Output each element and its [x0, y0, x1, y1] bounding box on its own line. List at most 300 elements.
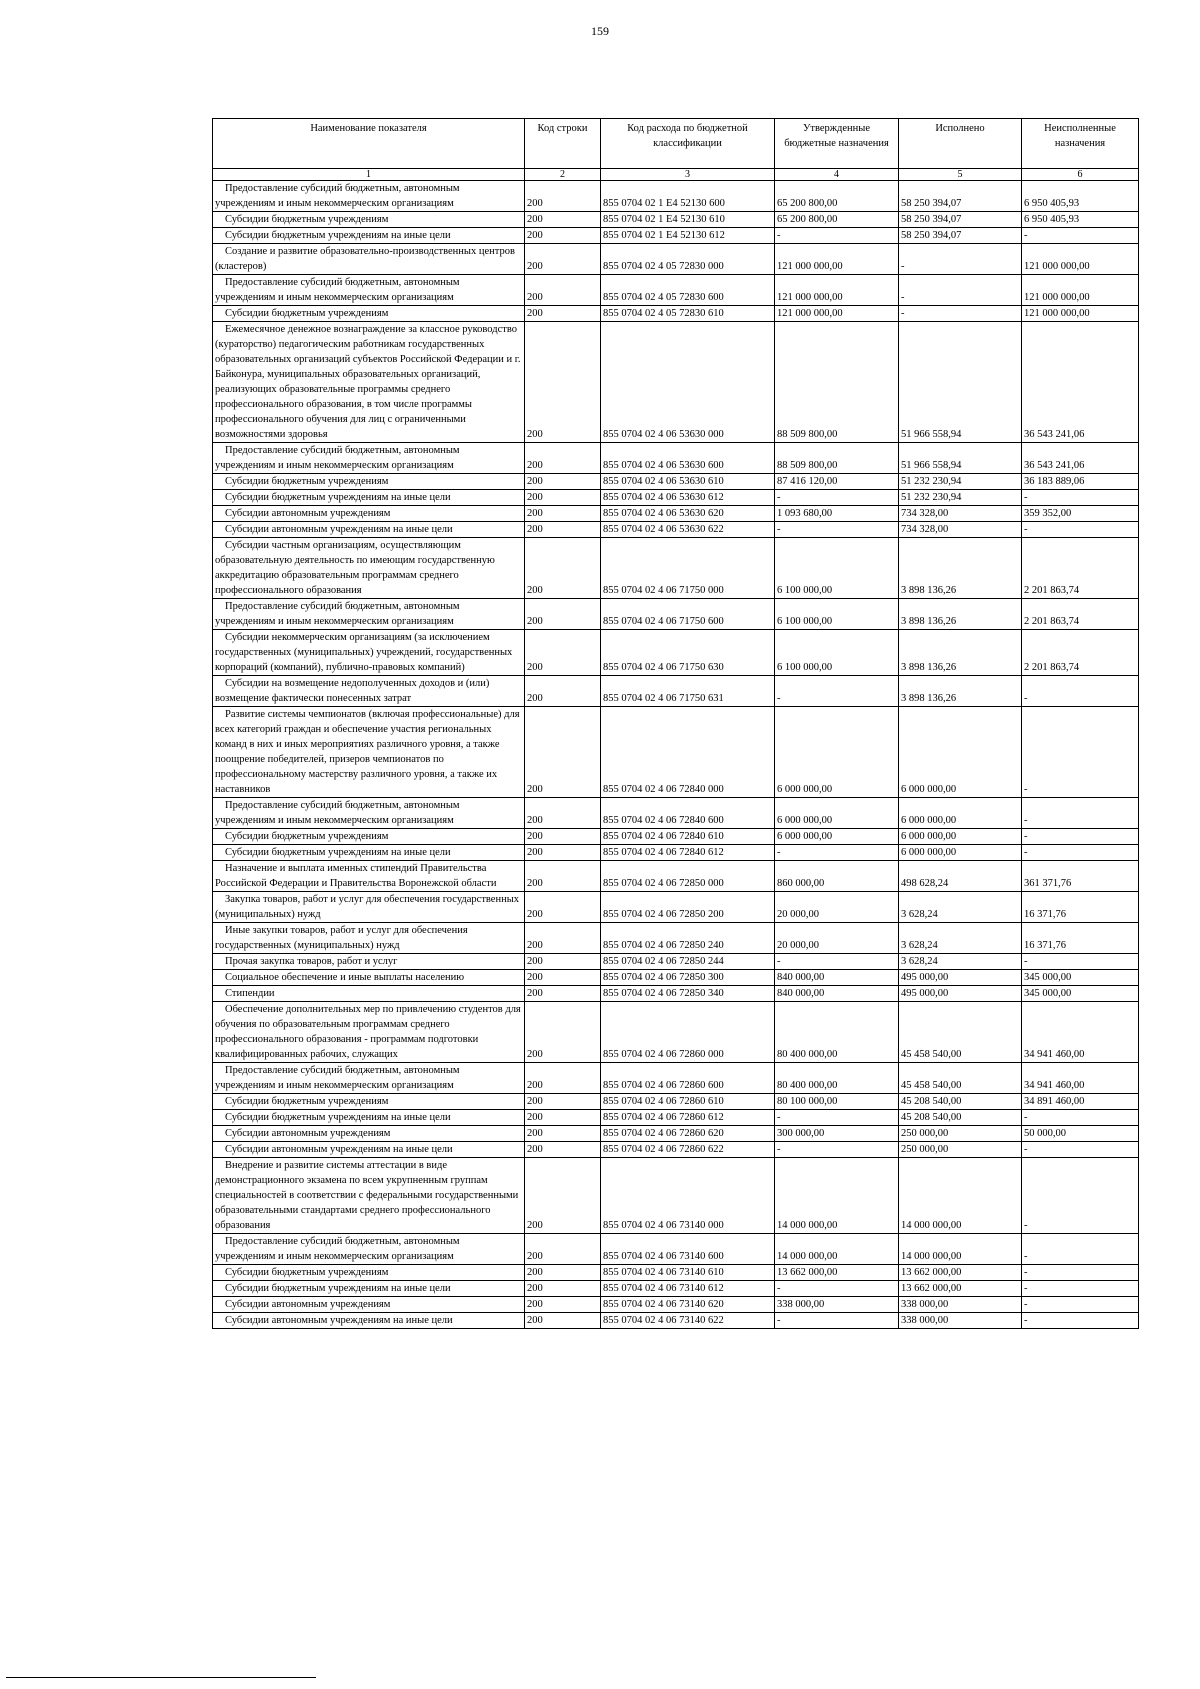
executed-amount-cell: 6 000 000,00: [899, 829, 1022, 845]
indicator-name-cell: [213, 798, 525, 829]
line-code-cell: 200: [525, 707, 601, 798]
indicator-name-text: Социальное обеспечение и иные выплаты населению: [225, 972, 465, 983]
indicator-name-text: Создание и развитие образовательно-производственных центров (кластеров): [215, 246, 515, 272]
approved-amount-cell: -: [775, 954, 899, 970]
budget-code-cell: 855 0704 02 4 06 72860 612: [601, 1110, 775, 1126]
indicator-name-cell: [213, 1265, 525, 1281]
indicator-name-cell: [213, 1158, 525, 1234]
executed-amount-cell: -: [899, 244, 1022, 275]
unexecuted-amount-cell: 34 941 460,00: [1022, 1063, 1139, 1094]
indicator-name-cell: [213, 538, 525, 599]
indicator-name-cell: [213, 954, 525, 970]
indicator-name-cell: [213, 1063, 525, 1094]
executed-amount-cell: 250 000,00: [899, 1126, 1022, 1142]
unexecuted-amount-cell: -: [1022, 845, 1139, 861]
column-number: 4: [775, 169, 899, 181]
line-code-cell: 200: [525, 1297, 601, 1313]
indicator-name-cell: [213, 892, 525, 923]
line-code-cell: 200: [525, 954, 601, 970]
line-code-cell: 200: [525, 228, 601, 244]
table-row: [213, 322, 1139, 443]
line-code-cell: 200: [525, 181, 601, 212]
unexecuted-amount-cell: -: [1022, 1234, 1139, 1265]
indicator-name-cell: [213, 1110, 525, 1126]
indicator-name-text: Субсидии бюджетным учреждениям на иные цели: [225, 230, 451, 241]
approved-amount-cell: -: [775, 676, 899, 707]
unexecuted-amount-cell: -: [1022, 1142, 1139, 1158]
approved-amount-cell: 87 416 120,00: [775, 474, 899, 490]
unexecuted-amount-cell: 36 543 241,06: [1022, 443, 1139, 474]
indicator-name-cell: [213, 244, 525, 275]
approved-amount-cell: 6 000 000,00: [775, 707, 899, 798]
approved-amount-cell: 121 000 000,00: [775, 275, 899, 306]
table-row: [213, 1313, 1139, 1329]
indicator-name-text: Субсидии частным организациям, осуществляющим образовательную деятельность по имеющим государственную аккредитацию образовательным программам среднего профессионального образования: [215, 540, 495, 596]
executed-amount-cell: 58 250 394,07: [899, 228, 1022, 244]
unexecuted-amount-cell: 359 352,00: [1022, 506, 1139, 522]
budget-code-cell: 855 0704 02 4 06 72840 000: [601, 707, 775, 798]
budget-code-cell: 855 0704 02 4 06 72860 620: [601, 1126, 775, 1142]
indicator-name-text: Субсидии автономным учреждениям: [225, 1128, 391, 1139]
table-row: [213, 861, 1139, 892]
executed-amount-cell: 495 000,00: [899, 970, 1022, 986]
indicator-name-text: Субсидии автономным учреждениям: [225, 1299, 391, 1310]
approved-amount-cell: -: [775, 490, 899, 506]
indicator-name-text: Внедрение и развитие системы аттестации в виде демонстрационного экзамена по всем укрупненным группам специальностей в соответствии с федеральными государственными образовательными стандартами среднего профессионального образования: [215, 1160, 519, 1231]
unexecuted-amount-cell: -: [1022, 676, 1139, 707]
table-row: [213, 1063, 1139, 1094]
approved-amount-cell: 840 000,00: [775, 986, 899, 1002]
table-row: [213, 798, 1139, 829]
indicator-name-text: Субсидии некоммерческим организациям (за исключением государственных (муниципальных) учреждений, государственных корпораций (компаний), публично-правовых компаний): [215, 632, 513, 673]
indicator-name-text: Иные закупки товаров, работ и услуг для обеспечения государственных (муниципальных) нужд: [215, 925, 468, 951]
indicator-name-cell: [213, 970, 525, 986]
executed-amount-cell: 734 328,00: [899, 522, 1022, 538]
line-code-cell: 200: [525, 1142, 601, 1158]
approved-amount-cell: 80 100 000,00: [775, 1094, 899, 1110]
budget-code-cell: 855 0704 02 4 06 72840 610: [601, 829, 775, 845]
column-number: 2: [525, 169, 601, 181]
table-row: [213, 306, 1139, 322]
header-indicator-name: Наименование показателя: [213, 119, 525, 169]
indicator-name-text: Субсидии бюджетным учреждениям на иные цели: [225, 1112, 451, 1123]
line-code-cell: 200: [525, 829, 601, 845]
budget-code-cell: 855 0704 02 4 05 72830 610: [601, 306, 775, 322]
indicator-name-text: Предоставление субсидий бюджетным, автономным учреждениям и иным некоммерческим организациям: [215, 445, 460, 471]
header-line-code: Код строки: [525, 119, 601, 169]
executed-amount-cell: 250 000,00: [899, 1142, 1022, 1158]
line-code-cell: 200: [525, 1002, 601, 1063]
line-code-cell: 200: [525, 599, 601, 630]
table-row: [213, 1002, 1139, 1063]
executed-amount-cell: -: [899, 275, 1022, 306]
budget-code-cell: 855 0704 02 4 06 72850 340: [601, 986, 775, 1002]
line-code-cell: 200: [525, 538, 601, 599]
table-row: [213, 970, 1139, 986]
indicator-name-text: Субсидии бюджетным учреждениям: [225, 1267, 389, 1278]
indicator-name-text: Стипендии: [225, 988, 275, 999]
line-code-cell: 200: [525, 986, 601, 1002]
approved-amount-cell: 65 200 800,00: [775, 181, 899, 212]
approved-amount-cell: 1 093 680,00: [775, 506, 899, 522]
table-row: [213, 986, 1139, 1002]
table-row: [213, 522, 1139, 538]
executed-amount-cell: 3 628,24: [899, 954, 1022, 970]
unexecuted-amount-cell: -: [1022, 1297, 1139, 1313]
indicator-name-cell: [213, 522, 525, 538]
line-code-cell: 200: [525, 1110, 601, 1126]
approved-amount-cell: 20 000,00: [775, 923, 899, 954]
header-approved: Утвержденные бюджетные назначения: [775, 119, 899, 169]
budget-code-cell: 855 0704 02 4 06 73140 610: [601, 1265, 775, 1281]
approved-amount-cell: 88 509 800,00: [775, 322, 899, 443]
line-code-cell: 200: [525, 443, 601, 474]
unexecuted-amount-cell: -: [1022, 1281, 1139, 1297]
unexecuted-amount-cell: 361 371,76: [1022, 861, 1139, 892]
approved-amount-cell: 300 000,00: [775, 1126, 899, 1142]
indicator-name-cell: [213, 1002, 525, 1063]
executed-amount-cell: 3 628,24: [899, 892, 1022, 923]
table-row: [213, 676, 1139, 707]
executed-amount-cell: 3 628,24: [899, 923, 1022, 954]
indicator-name-text: Субсидии автономным учреждениям на иные цели: [225, 1315, 453, 1326]
line-code-cell: 200: [525, 1234, 601, 1265]
budget-execution-table: [212, 118, 1139, 1329]
column-number: 5: [899, 169, 1022, 181]
line-code-cell: 200: [525, 798, 601, 829]
unexecuted-amount-cell: 16 371,76: [1022, 923, 1139, 954]
table-row: [213, 228, 1139, 244]
footer-rule: [6, 1677, 316, 1678]
executed-amount-cell: 3 898 136,26: [899, 676, 1022, 707]
unexecuted-amount-cell: -: [1022, 1158, 1139, 1234]
unexecuted-amount-cell: -: [1022, 1313, 1139, 1329]
header-unexecuted: Неисполненные назначения: [1022, 119, 1139, 169]
indicator-name-text: Предоставление субсидий бюджетным, автономным учреждениям и иным некоммерческим организациям: [215, 1065, 460, 1091]
table-row: [213, 1126, 1139, 1142]
budget-code-cell: 855 0704 02 4 06 53630 612: [601, 490, 775, 506]
line-code-cell: 200: [525, 1265, 601, 1281]
executed-amount-cell: 495 000,00: [899, 986, 1022, 1002]
unexecuted-amount-cell: 345 000,00: [1022, 970, 1139, 986]
budget-code-cell: 855 0704 02 4 06 73140 600: [601, 1234, 775, 1265]
approved-amount-cell: 121 000 000,00: [775, 244, 899, 275]
indicator-name-text: Предоставление субсидий бюджетным, автономным учреждениям и иным некоммерческим организациям: [215, 800, 460, 826]
unexecuted-amount-cell: -: [1022, 522, 1139, 538]
indicator-name-text: Ежемесячное денежное вознаграждение за классное руководство (кураторство) педагогическим работникам государственных образовательных организаций субъектов Российской Федерации и г. Байконура, муниципальных образовательных организаций, реализующих образовательные программы среднего профессионального образования, в том числе программы профессионального обучения для лиц с ограниченными возможностями здоровья: [215, 324, 521, 440]
indicator-name-cell: [213, 676, 525, 707]
table-row: [213, 707, 1139, 798]
budget-code-cell: 855 0704 02 4 06 73140 612: [601, 1281, 775, 1297]
executed-amount-cell: 51 232 230,94: [899, 474, 1022, 490]
budget-code-cell: 855 0704 02 4 06 72860 600: [601, 1063, 775, 1094]
line-code-cell: 200: [525, 506, 601, 522]
unexecuted-amount-cell: 6 950 405,93: [1022, 212, 1139, 228]
line-code-cell: 200: [525, 630, 601, 676]
table-row: [213, 954, 1139, 970]
indicator-name-cell: [213, 181, 525, 212]
approved-amount-cell: 6 100 000,00: [775, 599, 899, 630]
budget-code-cell: 855 0704 02 4 06 53630 610: [601, 474, 775, 490]
approved-amount-cell: 6 100 000,00: [775, 630, 899, 676]
budget-code-cell: 855 0704 02 4 06 71750 630: [601, 630, 775, 676]
indicator-name-text: Субсидии автономным учреждениям: [225, 508, 391, 519]
budget-code-cell: 855 0704 02 4 06 53630 600: [601, 443, 775, 474]
indicator-name-text: Обеспечение дополнительных мер по привлечению студентов для обучения по образовательным программам среднего профессионального образования - программам подготовки квалифицированных рабочих, служащих: [215, 1004, 521, 1060]
unexecuted-amount-cell: 2 201 863,74: [1022, 538, 1139, 599]
executed-amount-cell: 6 000 000,00: [899, 798, 1022, 829]
budget-code-cell: 855 0704 02 4 06 53630 622: [601, 522, 775, 538]
indicator-name-cell: [213, 443, 525, 474]
unexecuted-amount-cell: 121 000 000,00: [1022, 244, 1139, 275]
executed-amount-cell: -: [899, 306, 1022, 322]
indicator-name-cell: [213, 986, 525, 1002]
table-row: [213, 630, 1139, 676]
line-code-cell: 200: [525, 244, 601, 275]
executed-amount-cell: 58 250 394,07: [899, 181, 1022, 212]
approved-amount-cell: 14 000 000,00: [775, 1234, 899, 1265]
budget-code-cell: 855 0704 02 4 06 72840 600: [601, 798, 775, 829]
table-row: [213, 599, 1139, 630]
table-row: [213, 181, 1139, 212]
indicator-name-cell: [213, 275, 525, 306]
line-code-cell: 200: [525, 923, 601, 954]
table-row: [213, 474, 1139, 490]
approved-amount-cell: 6 000 000,00: [775, 798, 899, 829]
unexecuted-amount-cell: -: [1022, 954, 1139, 970]
approved-amount-cell: -: [775, 228, 899, 244]
approved-amount-cell: 80 400 000,00: [775, 1002, 899, 1063]
table-row: [213, 1094, 1139, 1110]
table-row: [213, 1265, 1139, 1281]
indicator-name-text: Субсидии бюджетным учреждениям на иные цели: [225, 492, 451, 503]
indicator-name-text: Субсидии автономным учреждениям на иные цели: [225, 524, 453, 535]
table-body: [213, 181, 1139, 1329]
indicator-name-cell: [213, 1313, 525, 1329]
table-row: [213, 443, 1139, 474]
indicator-name-text: Субсидии бюджетным учреждениям на иные цели: [225, 847, 451, 858]
line-code-cell: 200: [525, 861, 601, 892]
table-row: [213, 892, 1139, 923]
approved-amount-cell: 860 000,00: [775, 861, 899, 892]
approved-amount-cell: 338 000,00: [775, 1297, 899, 1313]
executed-amount-cell: 338 000,00: [899, 1313, 1022, 1329]
table-row: [213, 1158, 1139, 1234]
indicator-name-cell: [213, 599, 525, 630]
line-code-cell: 200: [525, 970, 601, 986]
budget-code-cell: 855 0704 02 4 06 72850 000: [601, 861, 775, 892]
table-row: [213, 490, 1139, 506]
header-row: [213, 119, 1139, 169]
approved-amount-cell: 65 200 800,00: [775, 212, 899, 228]
table-row: [213, 923, 1139, 954]
line-code-cell: 200: [525, 1313, 601, 1329]
indicator-name-text: Субсидии бюджетным учреждениям: [225, 1096, 389, 1107]
approved-amount-cell: 121 000 000,00: [775, 306, 899, 322]
line-code-cell: 200: [525, 490, 601, 506]
executed-amount-cell: 338 000,00: [899, 1297, 1022, 1313]
budget-code-cell: 855 0704 02 4 06 73140 622: [601, 1313, 775, 1329]
indicator-name-cell: [213, 228, 525, 244]
budget-code-cell: 855 0704 02 4 06 71750 631: [601, 676, 775, 707]
executed-amount-cell: 45 458 540,00: [899, 1063, 1022, 1094]
budget-code-cell: 855 0704 02 4 06 72850 240: [601, 923, 775, 954]
unexecuted-amount-cell: -: [1022, 829, 1139, 845]
indicator-name-text: Субсидии автономным учреждениям на иные цели: [225, 1144, 453, 1155]
indicator-name-cell: [213, 490, 525, 506]
executed-amount-cell: 45 458 540,00: [899, 1002, 1022, 1063]
executed-amount-cell: 498 628,24: [899, 861, 1022, 892]
budget-code-cell: 855 0704 02 4 06 71750 000: [601, 538, 775, 599]
executed-amount-cell: 45 208 540,00: [899, 1094, 1022, 1110]
budget-code-cell: 855 0704 02 4 06 72860 610: [601, 1094, 775, 1110]
table-header: [213, 119, 1139, 181]
budget-code-cell: 855 0704 02 4 05 72830 600: [601, 275, 775, 306]
indicator-name-text: Предоставление субсидий бюджетным, автономным учреждениям и иным некоммерческим организациям: [215, 183, 460, 209]
indicator-name-cell: [213, 707, 525, 798]
line-code-cell: 200: [525, 892, 601, 923]
table-row: [213, 829, 1139, 845]
unexecuted-amount-cell: 345 000,00: [1022, 986, 1139, 1002]
indicator-name-text: Закупка товаров, работ и услуг для обеспечения государственных (муниципальных) нужд: [215, 894, 520, 920]
line-code-cell: 200: [525, 1063, 601, 1094]
line-code-cell: 200: [525, 322, 601, 443]
table-row: [213, 506, 1139, 522]
approved-amount-cell: -: [775, 1142, 899, 1158]
budget-code-cell: 855 0704 02 4 06 72860 000: [601, 1002, 775, 1063]
budget-code-cell: 855 0704 02 1 E4 52130 612: [601, 228, 775, 244]
unexecuted-amount-cell: 34 941 460,00: [1022, 1002, 1139, 1063]
approved-amount-cell: 14 000 000,00: [775, 1158, 899, 1234]
table-row: [213, 1297, 1139, 1313]
executed-amount-cell: 14 000 000,00: [899, 1158, 1022, 1234]
column-number: 6: [1022, 169, 1139, 181]
line-code-cell: 200: [525, 474, 601, 490]
indicator-name-cell: [213, 1094, 525, 1110]
unexecuted-amount-cell: 16 371,76: [1022, 892, 1139, 923]
table-row: [213, 1281, 1139, 1297]
budget-code-cell: 855 0704 02 4 06 53630 620: [601, 506, 775, 522]
line-code-cell: 200: [525, 1094, 601, 1110]
budget-code-cell: 855 0704 02 4 06 71750 600: [601, 599, 775, 630]
header-budget-code: Код расхода по бюджетной классификации: [601, 119, 775, 169]
table-row: [213, 1234, 1139, 1265]
approved-amount-cell: -: [775, 1281, 899, 1297]
indicator-name-cell: [213, 1142, 525, 1158]
budget-code-cell: 855 0704 02 4 06 73140 620: [601, 1297, 775, 1313]
indicator-name-cell: [213, 845, 525, 861]
budget-code-cell: 855 0704 02 4 06 72850 300: [601, 970, 775, 986]
approved-amount-cell: 13 662 000,00: [775, 1265, 899, 1281]
budget-code-cell: 855 0704 02 4 05 72830 000: [601, 244, 775, 275]
table-row: [213, 538, 1139, 599]
approved-amount-cell: -: [775, 845, 899, 861]
unexecuted-amount-cell: 121 000 000,00: [1022, 275, 1139, 306]
indicator-name-text: Назначение и выплата именных стипендий Правительства Российской Федерации и Правительства Воронежской области: [215, 863, 497, 889]
header-executed: Исполнено: [899, 119, 1022, 169]
budget-code-cell: 855 0704 02 4 06 72850 244: [601, 954, 775, 970]
line-code-cell: 200: [525, 212, 601, 228]
indicator-name-text: Предоставление субсидий бюджетным, автономным учреждениям и иным некоммерческим организациям: [215, 277, 460, 303]
table-row: [213, 1110, 1139, 1126]
executed-amount-cell: 734 328,00: [899, 506, 1022, 522]
indicator-name-cell: [213, 923, 525, 954]
executed-amount-cell: 3 898 136,26: [899, 630, 1022, 676]
approved-amount-cell: 6 000 000,00: [775, 829, 899, 845]
indicator-name-text: Предоставление субсидий бюджетным, автономным учреждениям и иным некоммерческим организациям: [215, 1236, 460, 1262]
approved-amount-cell: 6 100 000,00: [775, 538, 899, 599]
indicator-name-cell: [213, 1234, 525, 1265]
unexecuted-amount-cell: -: [1022, 490, 1139, 506]
indicator-name-cell: [213, 322, 525, 443]
indicator-name-cell: [213, 630, 525, 676]
line-code-cell: 200: [525, 845, 601, 861]
executed-amount-cell: 14 000 000,00: [899, 1234, 1022, 1265]
table-row: [213, 244, 1139, 275]
indicator-name-text: Субсидии бюджетным учреждениям на иные цели: [225, 1283, 451, 1294]
budget-code-cell: 855 0704 02 1 E4 52130 600: [601, 181, 775, 212]
executed-amount-cell: 13 662 000,00: [899, 1265, 1022, 1281]
executed-amount-cell: 51 966 558,94: [899, 322, 1022, 443]
executed-amount-cell: 58 250 394,07: [899, 212, 1022, 228]
executed-amount-cell: 13 662 000,00: [899, 1281, 1022, 1297]
column-number: 1: [213, 169, 525, 181]
indicator-name-cell: [213, 306, 525, 322]
indicator-name-text: Субсидии бюджетным учреждениям: [225, 831, 389, 842]
approved-amount-cell: 80 400 000,00: [775, 1063, 899, 1094]
unexecuted-amount-cell: 34 891 460,00: [1022, 1094, 1139, 1110]
executed-amount-cell: 3 898 136,26: [899, 538, 1022, 599]
line-code-cell: 200: [525, 275, 601, 306]
budget-code-cell: 855 0704 02 4 06 53630 000: [601, 322, 775, 443]
approved-amount-cell: 840 000,00: [775, 970, 899, 986]
approved-amount-cell: 88 509 800,00: [775, 443, 899, 474]
indicator-name-text: Предоставление субсидий бюджетным, автономным учреждениям и иным некоммерческим организациям: [215, 601, 460, 627]
column-number: 3: [601, 169, 775, 181]
line-code-cell: 200: [525, 1158, 601, 1234]
indicator-name-cell: [213, 829, 525, 845]
executed-amount-cell: 45 208 540,00: [899, 1110, 1022, 1126]
approved-amount-cell: -: [775, 522, 899, 538]
unexecuted-amount-cell: 2 201 863,74: [1022, 599, 1139, 630]
executed-amount-cell: 51 966 558,94: [899, 443, 1022, 474]
indicator-name-cell: [213, 212, 525, 228]
approved-amount-cell: -: [775, 1313, 899, 1329]
unexecuted-amount-cell: -: [1022, 228, 1139, 244]
executed-amount-cell: 51 232 230,94: [899, 490, 1022, 506]
line-code-cell: 200: [525, 1281, 601, 1297]
line-code-cell: 200: [525, 522, 601, 538]
page-number: 159: [591, 24, 609, 38]
budget-code-cell: 855 0704 02 1 E4 52130 610: [601, 212, 775, 228]
executed-amount-cell: 6 000 000,00: [899, 845, 1022, 861]
indicator-name-text: Субсидии бюджетным учреждениям: [225, 476, 389, 487]
line-code-cell: 200: [525, 676, 601, 707]
approved-amount-cell: -: [775, 1110, 899, 1126]
budget-execution-table-container: [212, 118, 1138, 1329]
unexecuted-amount-cell: 6 950 405,93: [1022, 181, 1139, 212]
unexecuted-amount-cell: -: [1022, 707, 1139, 798]
line-code-cell: 200: [525, 1126, 601, 1142]
indicator-name-cell: [213, 474, 525, 490]
line-code-cell: 200: [525, 306, 601, 322]
column-number-row: [213, 169, 1139, 181]
indicator-name-text: Субсидии на возмещение недополученных доходов и (или) возмещение фактически понесенных затрат: [215, 678, 490, 704]
indicator-name-cell: [213, 1126, 525, 1142]
indicator-name-text: Субсидии бюджетным учреждениям: [225, 308, 389, 319]
unexecuted-amount-cell: 2 201 863,74: [1022, 630, 1139, 676]
table-row: [213, 845, 1139, 861]
